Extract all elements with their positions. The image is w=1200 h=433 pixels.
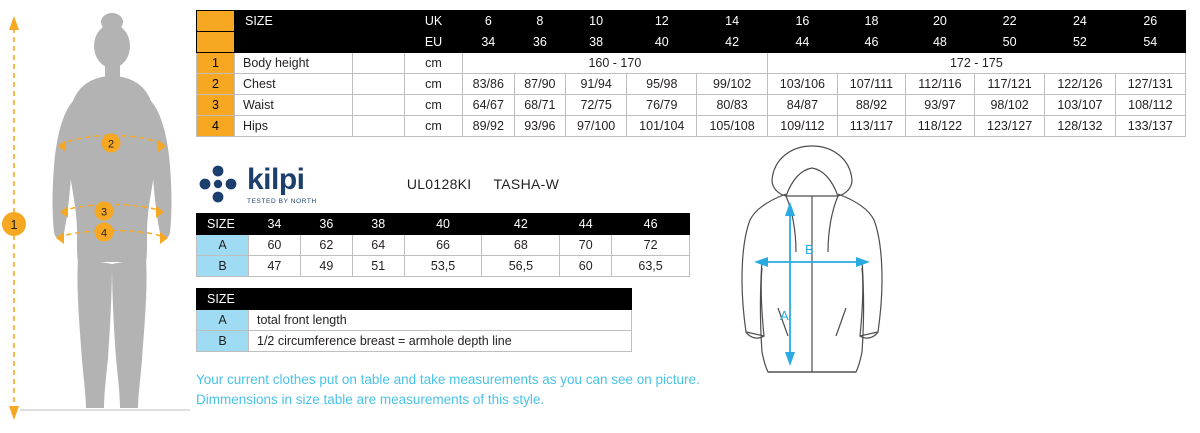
main-unit-blank-2	[353, 32, 405, 53]
a-size46: 72	[612, 235, 690, 256]
b-size34: 47	[249, 256, 301, 277]
row-number-2: 2	[197, 74, 235, 95]
style-code-value: UL0128KI	[406, 176, 472, 192]
legend-header-blank	[249, 289, 632, 310]
chest-uk8: 87/90	[514, 74, 566, 95]
eu-size-54: 54	[1115, 32, 1185, 53]
uk-size-16: 16	[767, 11, 837, 32]
waist-uk18: 88/92	[838, 95, 906, 116]
measurement-legend-table	[196, 288, 632, 352]
style-size-36: 36	[300, 214, 352, 235]
eu-size-36: 36	[514, 32, 566, 53]
style-identifier	[407, 176, 559, 192]
main-corner-blank	[197, 11, 235, 32]
row-spacer-chest	[353, 74, 405, 95]
eu-size-44: 44	[767, 32, 837, 53]
table-row-uk	[197, 11, 1186, 32]
row-number-3: 3	[197, 95, 235, 116]
uk-size-24: 24	[1045, 11, 1115, 32]
main-unit-blank	[353, 11, 405, 32]
chest-uk12: 95/98	[627, 74, 697, 95]
a-size36: 62	[300, 235, 352, 256]
region-label-eu: EU	[405, 32, 463, 53]
waist-uk24: 103/107	[1045, 95, 1115, 116]
waist-uk16: 84/87	[767, 95, 837, 116]
row-unit-chest: cm	[405, 74, 463, 95]
chest-uk24: 122/126	[1045, 74, 1115, 95]
eu-size-50: 50	[974, 32, 1044, 53]
marker-4	[95, 223, 114, 242]
style-size-44: 44	[560, 214, 612, 235]
legend-size-header: SIZE	[197, 289, 249, 310]
eu-size-46: 46	[838, 32, 906, 53]
eu-size-38: 38	[566, 32, 627, 53]
eu-size-48: 48	[905, 32, 974, 53]
marker-2	[102, 134, 121, 153]
marker-1-label: 1	[10, 217, 18, 232]
waist-uk26: 108/112	[1115, 95, 1185, 116]
style-row-a	[197, 235, 690, 256]
waist-uk8: 68/71	[514, 95, 566, 116]
uk-size-18: 18	[838, 11, 906, 32]
a-size38: 64	[352, 235, 404, 256]
note-line-1: Your current clothes put on table and take measurements as you can see on picture.	[196, 372, 700, 387]
uk-size-20: 20	[905, 11, 974, 32]
uk-size-22: 22	[974, 11, 1044, 32]
row-label-waist: Waist	[235, 95, 353, 116]
a-size34: 60	[249, 235, 301, 256]
region-label-uk: UK	[405, 11, 463, 32]
chest-uk22: 117/121	[974, 74, 1044, 95]
marker-3	[95, 202, 114, 221]
legend-row-a	[197, 310, 632, 331]
row-spacer-body-height	[353, 53, 405, 74]
hips-uk26: 133/137	[1115, 116, 1185, 137]
chest-uk14: 99/102	[697, 74, 767, 95]
body-height-range-small: 160 - 170	[463, 53, 768, 74]
row-label-chest: Chest	[235, 74, 353, 95]
legend-row-b	[197, 331, 632, 352]
waist-uk6: 64/67	[463, 95, 515, 116]
jacket-illustration	[700, 140, 920, 380]
hips-uk18: 113/117	[838, 116, 906, 137]
b-size46: 63,5	[612, 256, 690, 277]
kilpi-flower-icon	[196, 162, 240, 206]
kilpi-wordmark: kilpi	[247, 163, 305, 196]
a-size42: 68	[482, 235, 560, 256]
legend-key-a: A	[197, 310, 249, 331]
jacket-label-a: A	[780, 308, 789, 323]
marker-1	[2, 212, 26, 236]
uk-size-6: 6	[463, 11, 515, 32]
jacket-label-b: B	[805, 242, 814, 257]
figure-svg	[0, 0, 196, 428]
hips-uk8: 93/96	[514, 116, 566, 137]
jacket-svg	[700, 140, 920, 380]
eu-size-42: 42	[697, 32, 767, 53]
marker-3-label: 3	[100, 206, 108, 219]
waist-uk22: 98/102	[974, 95, 1044, 116]
waist-uk14: 80/83	[697, 95, 767, 116]
eu-size-40: 40	[627, 32, 697, 53]
waist-uk12: 76/79	[627, 95, 697, 116]
style-size-header: SIZE	[197, 214, 249, 235]
body-height-range-large: 172 - 175	[767, 53, 1185, 74]
main-size-header-blank	[235, 32, 353, 53]
row-number-1: 1	[197, 53, 235, 74]
row-spacer-waist	[353, 95, 405, 116]
legend-key-b: B	[197, 331, 249, 352]
style-key-b: B	[197, 256, 249, 277]
uk-size-26: 26	[1115, 11, 1185, 32]
b-size42: 56,5	[482, 256, 560, 277]
kilpi-tagline: TESTED BY NORTH	[247, 198, 317, 205]
row-unit-body-height: cm	[405, 53, 463, 74]
hips-uk16: 109/112	[767, 116, 837, 137]
style-header-row	[197, 214, 690, 235]
legend-desc-b: 1/2 circumference breast = armhole depth line	[249, 331, 632, 352]
b-size40: 53,5	[404, 256, 482, 277]
uk-size-10: 10	[566, 11, 627, 32]
style-size-34: 34	[249, 214, 301, 235]
style-name-value: TASHA-W	[493, 176, 560, 192]
table-row-waist	[197, 95, 1186, 116]
waist-uk10: 72/75	[566, 95, 627, 116]
chest-uk6: 83/86	[463, 74, 515, 95]
uk-size-14: 14	[697, 11, 767, 32]
style-size-40: 40	[404, 214, 482, 235]
b-size44: 60	[560, 256, 612, 277]
style-key-a: A	[197, 235, 249, 256]
main-corner-blank-2	[197, 32, 235, 53]
hips-uk10: 97/100	[566, 116, 627, 137]
chest-uk10: 91/94	[566, 74, 627, 95]
hips-uk22: 123/127	[974, 116, 1044, 137]
style-size-46: 46	[612, 214, 690, 235]
chest-uk16: 103/106	[767, 74, 837, 95]
hips-uk14: 105/108	[697, 116, 767, 137]
body-measurements-table	[196, 10, 1186, 137]
a-size44: 70	[560, 235, 612, 256]
style-size-38: 38	[352, 214, 404, 235]
table-row-chest	[197, 74, 1186, 95]
row-label-hips: Hips	[235, 116, 353, 137]
eu-size-34: 34	[463, 32, 515, 53]
row-number-4: 4	[197, 116, 235, 137]
row-unit-waist: cm	[405, 95, 463, 116]
kilpi-logo	[196, 162, 317, 206]
a-size40: 66	[404, 235, 482, 256]
style-row-b	[197, 256, 690, 277]
uk-size-8: 8	[514, 11, 566, 32]
waist-uk20: 93/97	[905, 95, 974, 116]
uk-size-12: 12	[627, 11, 697, 32]
b-size36: 49	[300, 256, 352, 277]
table-row-eu	[197, 32, 1186, 53]
hips-uk6: 89/92	[463, 116, 515, 137]
marker-4-label: 4	[100, 227, 108, 240]
row-unit-hips: cm	[405, 116, 463, 137]
table-row-body-height	[197, 53, 1186, 74]
hips-uk20: 118/122	[905, 116, 974, 137]
row-label-body-height: Body height	[235, 53, 353, 74]
legend-desc-a: total front length	[249, 310, 632, 331]
chest-uk26: 127/131	[1115, 74, 1185, 95]
hips-uk24: 128/132	[1045, 116, 1115, 137]
style-measurements-table	[196, 213, 690, 277]
legend-header-row	[197, 289, 632, 310]
note-line-2: Dimmensions in size table are measurements of this style.	[196, 392, 545, 407]
main-size-header: SIZE	[235, 11, 353, 32]
eu-size-52: 52	[1045, 32, 1115, 53]
chest-uk20: 112/116	[905, 74, 974, 95]
marker-2-label: 2	[107, 138, 115, 151]
style-size-42: 42	[482, 214, 560, 235]
b-size38: 51	[352, 256, 404, 277]
jacket-measure-a	[780, 202, 795, 366]
body-figure-illustration	[0, 0, 196, 428]
chest-uk18: 107/111	[838, 74, 906, 95]
table-row-hips	[197, 116, 1186, 137]
row-spacer-hips	[353, 116, 405, 137]
hips-uk12: 101/104	[627, 116, 697, 137]
